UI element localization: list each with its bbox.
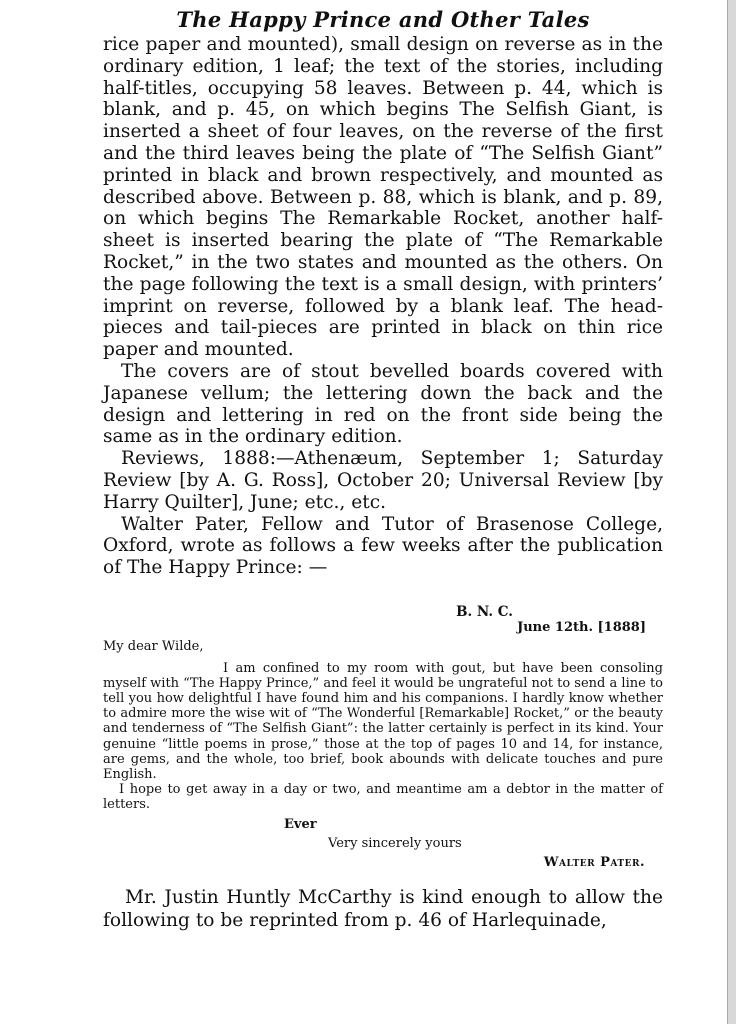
letter-signature: Walter Pater. [543, 854, 645, 870]
paragraph-reviews: Reviews, 1888:—Athenæum, September 1; Saturday Review [by A. G. Ross], October 20; Universal Review [by Harry Quilter], June; etc., etc. [103, 448, 663, 513]
paragraph-covers: The covers are of stout bevelled boards covered with Japanese vellum; the lettering down the back and the design and lettering in red on the front side being the same as in the ordinary edition. [103, 360, 663, 448]
letter-date: June 12th. [1888] [517, 620, 646, 636]
paragraph-pater-intro: Walter Pater, Fellow and Tutor of Brasenose College, Oxford, wrote as follows a few weeks after the publication of The Happy Prince: — [103, 513, 663, 579]
tail-text [103, 886, 663, 932]
paragraph-mccarthy: Mr. Justin Huntly McCarthy is kind enough to allow the following to be reprinted from p. 46 of Harlequinade, [103, 887, 663, 932]
paragraph-binding-description: rice paper and mounted), small design on reverse as in the ordinary edition, 1 leaf; the text of the stories, including half-titles, occupying 58 leaves. Between p. 44, which is blank, and p. 45, on which begins The Selfish Giant, is inserted a sheet of four leaves, on the reverse of the first and the third leaves being the plate of “The Selfish Giant” printed in black and brown respectively, and mounted as described above. Between p. 88, which is blank, and p. 89, on which begins The Remarkable Rocket, another half-sheet is inserted bearing the plate of “The Remarkable Rocket,” in the two states and mounted as the others. On the page following the text is a small design, with printers’ imprint on reverse, followed by a blank leaf. The head-pieces and tail-pieces are printed in black on thin rice paper and mounted. [103, 34, 663, 361]
letter-salutation: My dear Wilde, [103, 639, 204, 655]
body-text [103, 34, 663, 579]
running-head: The Happy Prince and Other Tales [176, 7, 590, 32]
letter-place: B. N. C. [456, 603, 513, 620]
pater-letter [103, 605, 663, 870]
letter-paragraph-2: I hope to get away in a day or two, and meantime am a debtor in the matter of letters. [103, 782, 663, 813]
letter-closing-ever: Ever [284, 816, 317, 832]
letter-paragraph-1: I am confined to my room with gout, but have been consoling myself with “The Happy Prince,” and feel it would be ungrateful not to send a line to tell you how delightful I have found him and his companions. I hardly know whether to admire more the wise wit of “The Wonderful [Remarkable] Rocket,” or the beauty and tenderness of “The Selfish Giant”: the latter certainly is perfect in its kind. Your genuine “little poems in prose,” those at the top of pages 10 and 14, for instance, are gems, and the whole, too brief, book abounds with delicate touches and pure English. [103, 660, 663, 782]
book-page [103, 6, 663, 932]
page-edge [727, 0, 736, 1024]
letter-closing-yours: Very sincerely yours [328, 835, 462, 851]
